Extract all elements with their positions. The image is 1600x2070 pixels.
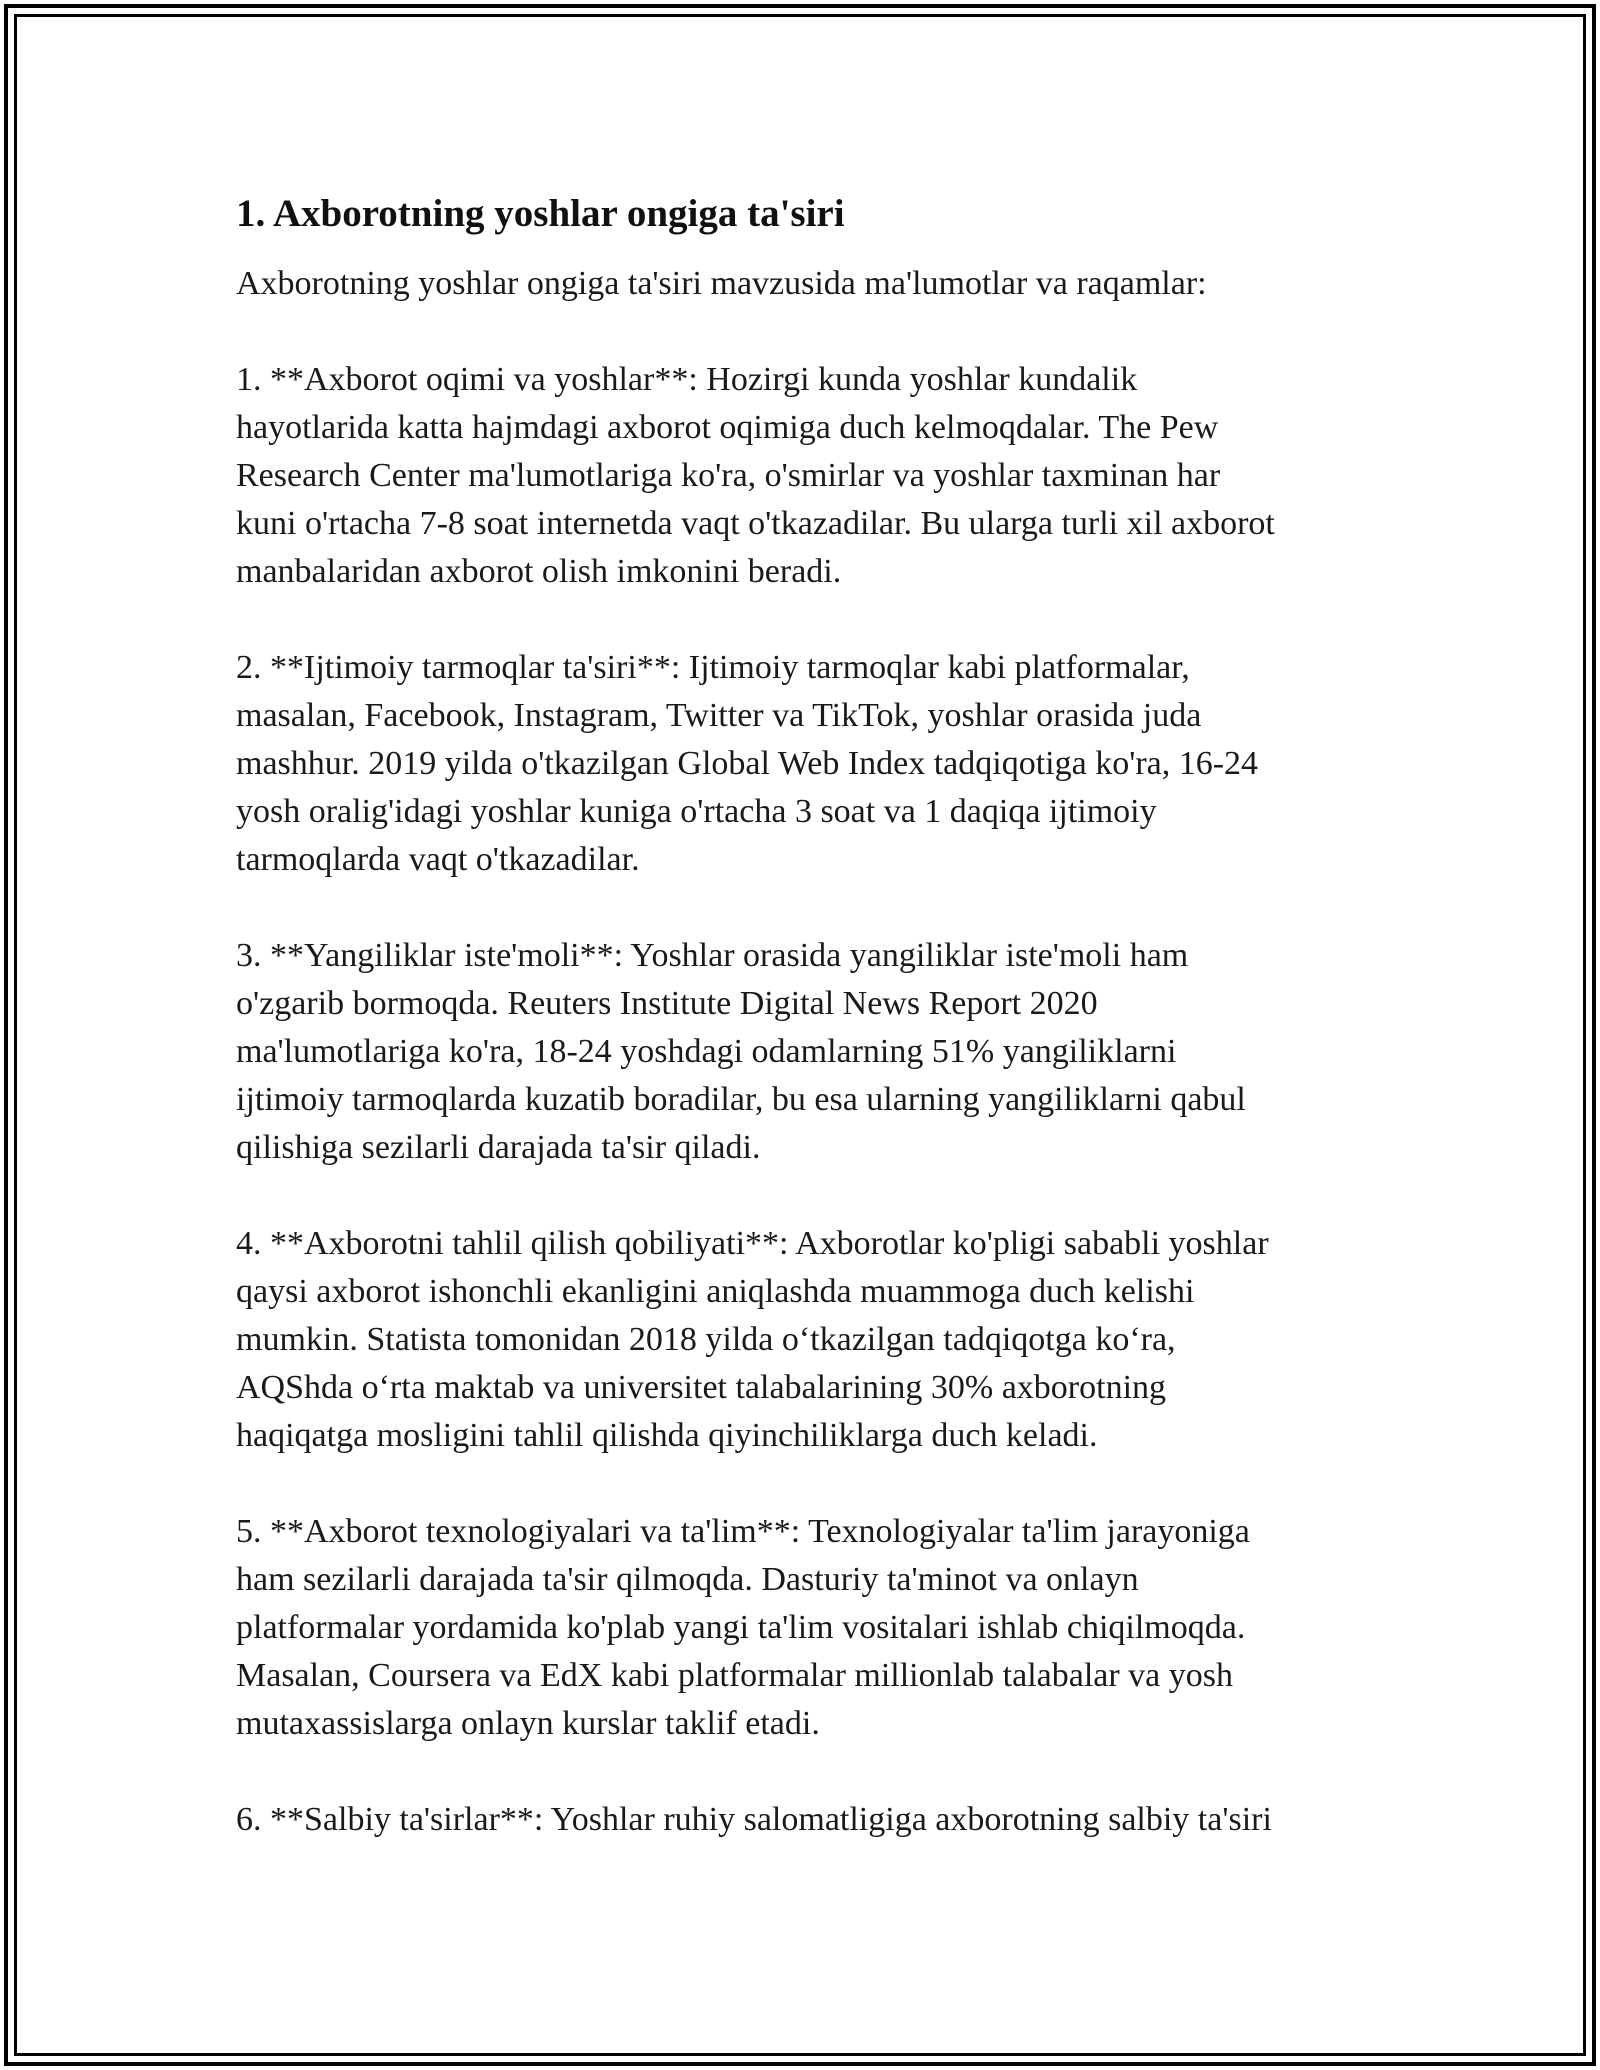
text-line: yosh oralig'idagi yoshlar kuniga o'rtacha 3 soat va 1 daqiqa ijtimoiy [236,793,1157,830]
text-line: manbalaridan axborot olish imkonini beradi. [236,553,842,590]
text-line: qilishiga sezilarli darajada ta'sir qiladi. [236,1129,761,1166]
text-line: 5. **Axborot texnologiyalari va ta'lim**: Texnologiyalar ta'lim jarayoniga [236,1513,1250,1550]
text-line: 3. **Yangiliklar iste'moli**: Yoshlar orasida yangiliklar iste'moli ham [236,937,1189,974]
text-line: 1. **Axborot oqimi va yoshlar**: Hozirgi kunda yoshlar kundalik [236,361,1138,398]
list-item [236,1508,1386,1748]
text-line: ma'lumotlariga ko'ra, 18-24 yoshdagi odamlarning 51% yangiliklarni [236,1033,1177,1070]
list-item [236,644,1386,884]
text-line: kuni o'rtacha 7-8 soat internetda vaqt o'tkazadilar. Bu ularga turli xil axborot [236,505,1275,542]
text-line: mutaxassislarga onlayn kurslar taklif etadi. [236,1705,820,1742]
text-line: 6. **Salbiy ta'sirlar**: Yoshlar ruhiy salomatligiga axborotning salbiy ta'siri [236,1801,1272,1838]
text-line: mumkin. Statista tomonidan 2018 yilda oʻtkazilgan tadqiqotga koʻra, [236,1321,1176,1358]
intro-paragraph: Axborotning yoshlar ongiga ta'siri mavzusida ma'lumotlar va raqamlar: [236,265,1207,302]
list-item [236,932,1386,1172]
document-body [236,188,1386,1844]
text-line: ijtimoiy tarmoqlarda kuzatib boradilar, bu esa ularning yangiliklarni qabul [236,1081,1246,1118]
text-line: mashhur. 2019 yilda o'tkazilgan Global Web Index tadqiqotiga ko'ra, 16-24 [236,745,1259,782]
text-line: haqiqatga mosligini tahlil qilishda qiyinchiliklarga duch keladi. [236,1417,1098,1454]
text-line: tarmoqlarda vaqt o'tkazadilar. [236,841,640,878]
list-item [236,1796,1386,1844]
text-line: hayotlarida katta hajmdagi axborot oqimiga duch kelmoqdalar. The Pew [236,409,1219,446]
text-line: AQShda oʻrta maktab va universitet talabalarining 30% axborotning [236,1369,1167,1406]
section-heading: 1. Axborotning yoshlar ongiga ta'siri [236,192,845,235]
text-line: o'zgarib bormoqda. Reuters Institute Digital News Report 2020 [236,985,1098,1022]
text-line: Masalan, Coursera va EdX kabi platformalar millionlab talabalar va yosh [236,1657,1234,1694]
numbered-list [236,356,1386,1844]
text-line: qaysi axborot ishonchli ekanligini aniqlashda muammoga duch kelishi [236,1273,1195,1310]
text-line: Research Center ma'lumotlariga ko'ra, o'smirlar va yoshlar taxminan har [236,457,1221,494]
text-line: 2. **Ijtimoiy tarmoqlar ta'siri**: Ijtimoiy tarmoqlar kabi platformalar, [236,649,1190,686]
text-line: masalan, Facebook, Instagram, Twitter va TikTok, yoshlar orasida juda [236,697,1202,734]
text-line: platformalar yordamida ko'plab yangi ta'lim vositalari ishlab chiqilmoqda. [236,1609,1246,1646]
text-line: ham sezilarli darajada ta'sir qilmoqda. Dasturiy ta'minot va onlayn [236,1561,1139,1598]
list-item [236,356,1386,596]
text-line: 4. **Axborotni tahlil qilish qobiliyati**: Axborotlar ko'pligi sababli yoshlar [236,1225,1269,1262]
list-item [236,1220,1386,1460]
